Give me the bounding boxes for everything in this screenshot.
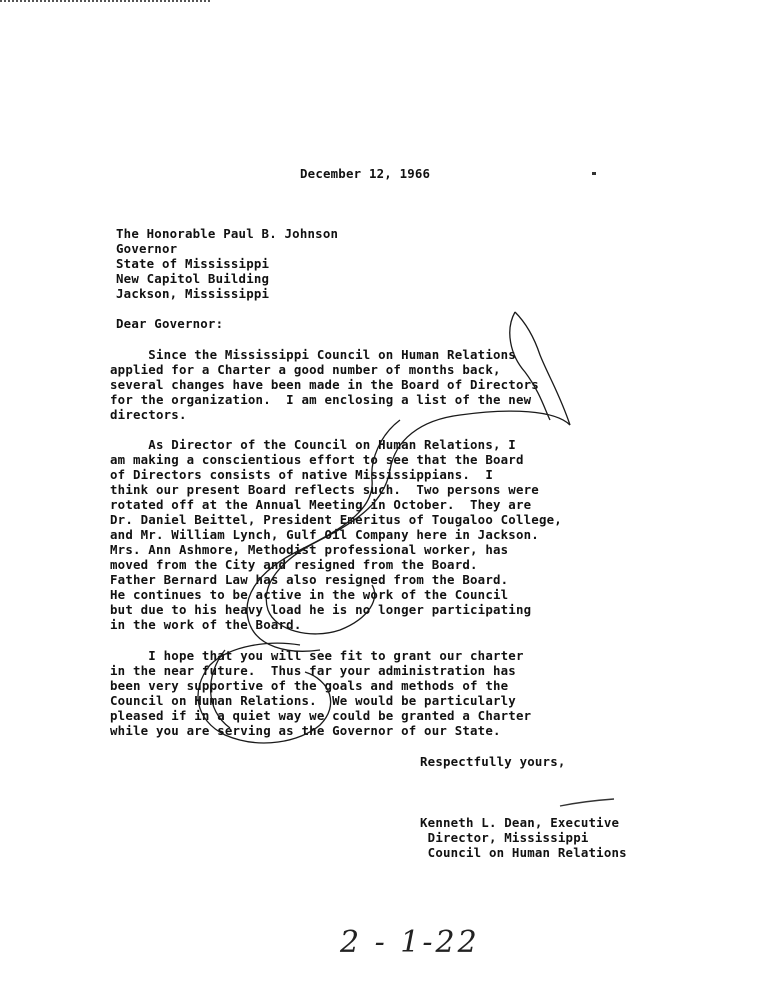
paragraph-3-line: been very supportive of the goals and methods of the bbox=[110, 678, 509, 693]
paragraph-2-line: am making a conscientious effort to see that the Board bbox=[110, 452, 524, 467]
paragraph-1-line: for the organization. I am enclosing a list of the new bbox=[110, 392, 532, 407]
paragraph-2-line: Father Bernard Law has also resigned from the Board. bbox=[110, 572, 509, 587]
signature-line: Council on Human Relations bbox=[420, 845, 627, 860]
paragraph-1-line: directors. bbox=[110, 407, 187, 422]
paragraph-2-line: rotated off at the Annual Meeting in October. They are bbox=[110, 497, 532, 512]
salutation: Dear Governor: bbox=[116, 316, 224, 331]
letter-date: December 12, 1966 bbox=[300, 166, 431, 181]
paragraph-2-line: He continues to be active in the work of the Council bbox=[110, 587, 509, 602]
paragraph-3-line: pleased if in a quiet way we could be granted a Charter bbox=[110, 708, 532, 723]
handwritten-note: 2 - 1-22 bbox=[340, 925, 480, 960]
paragraph-2-line: As Director of the Council on Human Relations, I bbox=[110, 437, 516, 452]
paragraph-3-line: while you are serving as the Governor of our State. bbox=[110, 723, 501, 738]
paragraph-3-line: Council on Human Relations. We would be particularly bbox=[110, 693, 516, 708]
signature-line: Director, Mississippi bbox=[420, 830, 589, 845]
stray-mark bbox=[592, 172, 596, 175]
address-line: State of Mississippi bbox=[116, 256, 270, 271]
paragraph-1-line: several changes have been made in the Board of Directors bbox=[110, 377, 539, 392]
paragraph-2-line: in the work of the Board. bbox=[110, 617, 302, 632]
paragraph-3-line: in the near future. Thus far your administration has bbox=[110, 663, 516, 678]
top-edge-dots bbox=[0, 0, 210, 6]
address-line: New Capitol Building bbox=[116, 271, 270, 286]
paragraph-2-line: moved from the City and resigned from the Board. bbox=[110, 557, 478, 572]
paragraph-3-line: I hope that you will see fit to grant our charter bbox=[110, 648, 524, 663]
paragraph-2-line: think our present Board reflects such. Two persons were bbox=[110, 482, 539, 497]
closing: Respectfully yours, bbox=[420, 754, 566, 769]
paragraph-2-line: Mrs. Ann Ashmore, Methodist professional worker, has bbox=[110, 542, 509, 557]
paragraph-2-line: and Mr. William Lynch, Gulf Oil Company here in Jackson. bbox=[110, 527, 539, 542]
signature-line: Kenneth L. Dean, Executive bbox=[420, 815, 620, 830]
address-line: Jackson, Mississippi bbox=[116, 286, 270, 301]
address-line: The Honorable Paul B. Johnson bbox=[116, 226, 339, 241]
paragraph-2-line: but due to his heavy load he is no longer participating bbox=[110, 602, 532, 617]
paragraph-2-line: Dr. Daniel Beittel, President Emeritus of Tougaloo College, bbox=[110, 512, 562, 527]
address-line: Governor bbox=[116, 241, 178, 256]
paragraph-1-line: applied for a Charter a good number of months back, bbox=[110, 362, 501, 377]
paragraph-1-line: Since the Mississippi Council on Human Relations bbox=[110, 347, 516, 362]
paragraph-2-line: of Directors consists of native Mississippians. I bbox=[110, 467, 493, 482]
